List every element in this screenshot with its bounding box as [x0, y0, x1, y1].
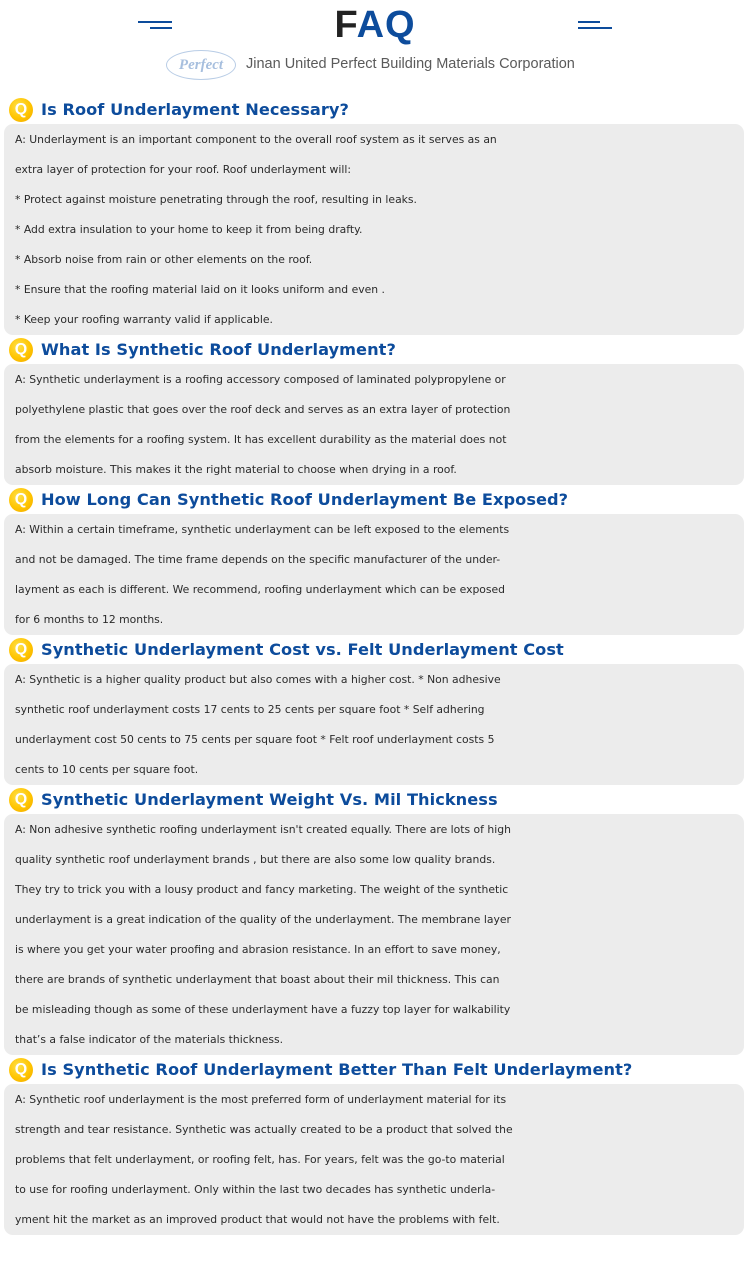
question-row: [4, 336, 744, 364]
answer-line: extra layer of protection for your roof. Roof underlayment will:: [15, 163, 352, 176]
question-badge-icon: Q: [9, 338, 33, 362]
faq-header: [0, 0, 750, 90]
answer-line: to use for roofing underlayment. Only within the last two decades has synthetic underla-: [15, 1183, 496, 1196]
answer-bullet: * Absorb noise from rain or other elements on the roof.: [15, 253, 313, 266]
faq-item: [4, 96, 744, 335]
title-dash-right: [578, 21, 600, 23]
faq-item: [4, 1056, 744, 1235]
answer-line: underlayment cost 50 cents to 75 cents per square foot * Felt roof underlayment costs 5: [15, 733, 495, 746]
answer-line: synthetic roof underlayment costs 17 cents to 25 cents per square foot * Self adhering: [15, 703, 485, 716]
question-badge-icon: Q: [9, 98, 33, 122]
answer-line: A: Synthetic underlayment is a roofing accessory composed of laminated polypropylene or: [15, 373, 506, 386]
answer-line: cents to 10 cents per square foot.: [15, 763, 199, 776]
question-row: [4, 96, 744, 124]
answer-line: polyethylene plastic that goes over the roof deck and serves as an extra layer of protection: [15, 403, 511, 416]
answer-line: layment as each is different. We recommend, roofing underlayment which can be exposed: [15, 583, 506, 596]
answer-line: yment hit the market as an improved product that would not have the problems with felt.: [15, 1213, 500, 1226]
faq-item: [4, 636, 744, 785]
title-letter-f: F: [334, 4, 357, 46]
question-badge-icon: Q: [9, 788, 33, 812]
answer-box: [4, 514, 744, 635]
answer-line: is where you get your water proofing and abrasion resistance. In an effort to save money,: [15, 943, 501, 956]
answer-line: A: Synthetic is a higher quality product but also comes with a higher cost. * Non adhesive: [15, 673, 501, 686]
answer-box: [4, 124, 744, 335]
answer-line: for 6 months to 12 months.: [15, 613, 164, 626]
question-title: Is Synthetic Roof Underlayment Better Than Felt Underlayment?: [41, 1060, 633, 1079]
answer-line: A: Synthetic roof underlayment is the most preferred form of underlayment material for its: [15, 1093, 507, 1106]
faq-item: [4, 336, 744, 485]
answer-line: there are brands of synthetic underlayment that boast about their mil thickness. This can: [15, 973, 500, 986]
question-title: Synthetic Underlayment Cost vs. Felt Underlayment Cost: [41, 640, 564, 659]
answer-line: A: Non adhesive synthetic roofing underlayment isn't created equally. There are lots of high: [15, 823, 511, 836]
answer-box: [4, 1084, 744, 1235]
company-logo: Perfect: [166, 50, 236, 80]
answer-line: from the elements for a roofing system. It has excellent durability as the material does not: [15, 433, 507, 446]
answer-line: A: Underlayment is an important component to the overall roof system as it serves as an: [15, 133, 497, 146]
answer-line: and not be damaged. The time frame depends on the specific manufacturer of the under-: [15, 553, 501, 566]
question-badge-icon: Q: [9, 1058, 33, 1082]
title-dash-right: [578, 27, 612, 29]
answer-line: A: Within a certain timeframe, synthetic underlayment can be left exposed to the elements: [15, 523, 510, 536]
question-row: [4, 486, 744, 514]
question-row: [4, 1056, 744, 1084]
title-letters-aq: AQ: [356, 4, 416, 46]
answer-bullet: * Protect against moisture penetrating through the roof, resulting in leaks.: [15, 193, 417, 206]
company-name: Jinan United Perfect Building Materials Corporation: [246, 56, 575, 72]
answer-line: quality synthetic roof underlayment brands , but there are also some low quality brands.: [15, 853, 496, 866]
question-title: What Is Synthetic Roof Underlayment?: [41, 340, 396, 359]
page-title: [0, 4, 750, 47]
answer-line: absorb moisture. This makes it the right material to choose when drying in a roof.: [15, 463, 457, 476]
answer-line: be misleading though as some of these underlayment have a fuzzy top layer for walkability: [15, 1003, 511, 1016]
answer-line: underlayment is a great indication of the quality of the underlayment. The membrane layer: [15, 913, 511, 926]
question-title: Is Roof Underlayment Necessary?: [41, 100, 349, 119]
question-row: [4, 786, 744, 814]
question-badge-icon: Q: [9, 638, 33, 662]
answer-box: [4, 814, 744, 1055]
answer-bullet: * Add extra insulation to your home to keep it from being drafty.: [15, 223, 363, 236]
answer-bullet: * Keep your roofing warranty valid if applicable.: [15, 313, 273, 326]
faq-item: [4, 486, 744, 635]
faq-item: [4, 786, 744, 1055]
answer-line: They try to trick you with a lousy product and fancy marketing. The weight of the synthetic: [15, 883, 509, 896]
answer-line: problems that felt underlayment, or roofing felt, has. For years, felt was the go-to material: [15, 1153, 505, 1166]
answer-box: [4, 664, 744, 785]
question-row: [4, 636, 744, 664]
answer-box: [4, 364, 744, 485]
answer-line: that’s a false indicator of the materials thickness.: [15, 1033, 284, 1046]
question-title: How Long Can Synthetic Roof Underlayment Be Exposed?: [41, 490, 569, 509]
question-title: Synthetic Underlayment Weight Vs. Mil Thickness: [41, 790, 498, 809]
answer-bullet: * Ensure that the roofing material laid on it looks uniform and even .: [15, 283, 385, 296]
answer-line: strength and tear resistance. Synthetic was actually created to be a product that solved the: [15, 1123, 513, 1136]
question-badge-icon: Q: [9, 488, 33, 512]
